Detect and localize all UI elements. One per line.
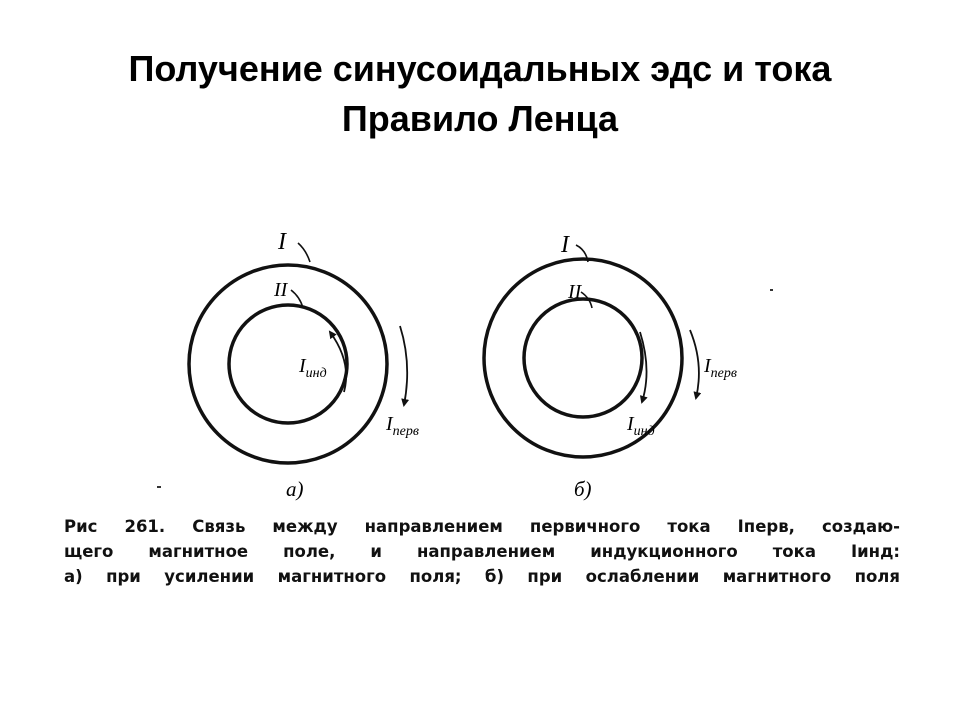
caption-line-1: Рис 261. Связь между направлением первичного тока Iперв, создаю- [64,517,900,536]
title-line-1: Получение синусоидальных эдс и тока [128,48,832,89]
primary-current-symbol-a: I [386,413,393,435]
caption-line-2: щего магнитное поле, и направлением индукционного тока Iинд: [64,542,900,561]
induced-current-symbol-a: I [299,355,306,377]
panel-a-caption: а) [286,477,304,501]
inner-ring-b [524,299,642,417]
induced-current-symbol-b: I [627,413,634,435]
speck [770,289,773,291]
caption-line-3: а) при усилении магнитного поля; б) при ослаблении магнитного поля [64,567,900,586]
primary-current-sub-a: перв [392,424,419,439]
panel-b-caption: б) [574,477,592,501]
outer-label-leader-a [298,243,310,262]
panel-a [189,229,419,501]
induced-current-sub-a: инд [305,366,327,381]
primary-current-label-b [703,355,737,381]
primary-current-arrow-b [690,330,699,398]
title-line-2: Правило Ленца [341,98,619,139]
induced-current-label-b [626,413,655,439]
outer-ring-a [189,265,387,463]
induced-current-sub-b: инд [633,424,655,439]
induced-current-label-a [298,355,327,381]
primary-current-label-a [385,413,419,439]
primary-current-symbol-b: I [704,355,711,377]
panel-b [484,232,737,501]
inner-ring-label-a: II [274,279,288,301]
outer-ring-label-b: I [561,232,569,258]
speck [157,486,161,488]
primary-current-arrow-a [400,326,407,405]
inner-ring-a [229,305,347,423]
outer-ring-label-a: I [278,229,286,255]
figure-caption [64,514,900,589]
primary-current-sub-b: перв [710,366,737,381]
inner-ring-label-b: II [568,281,582,303]
